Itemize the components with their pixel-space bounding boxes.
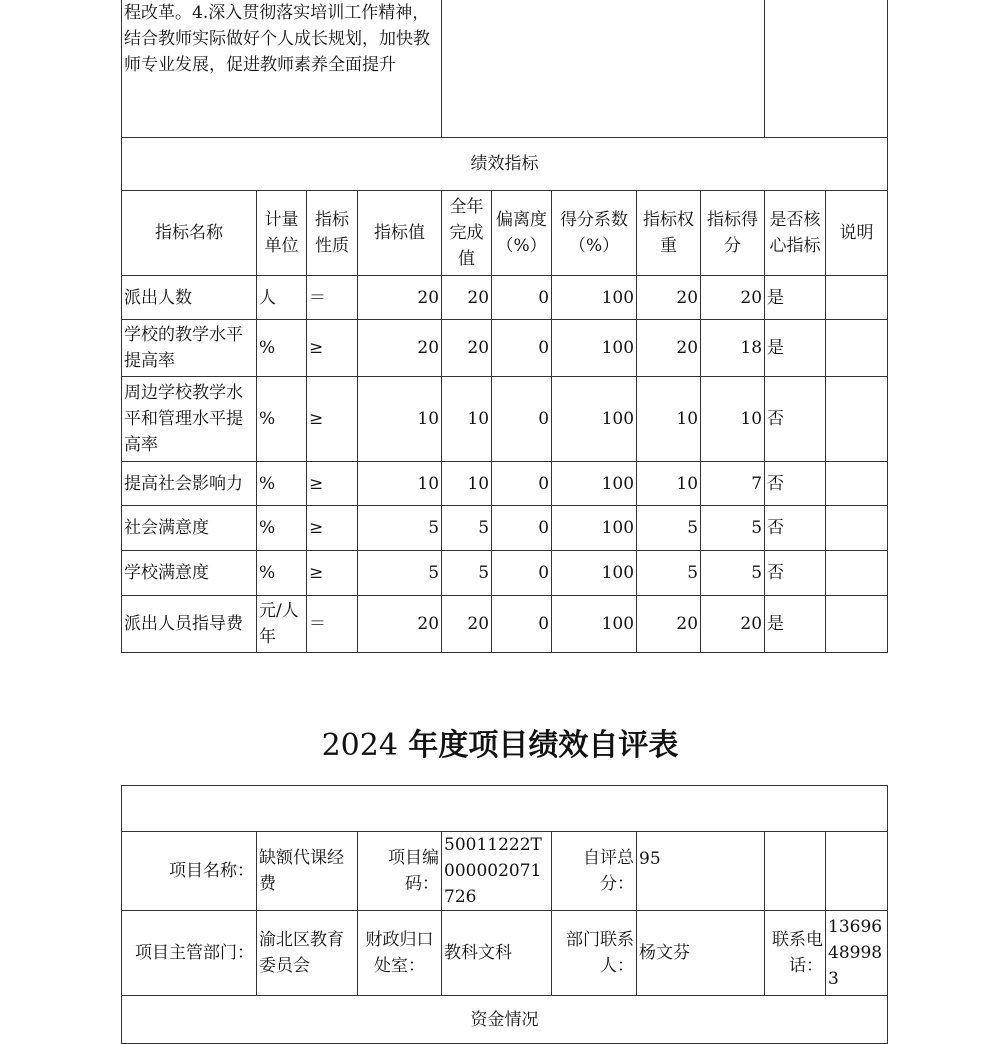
table-row (122, 377, 888, 462)
finance-value: 教科文科 (442, 911, 552, 996)
intro-text-cell (122, 0, 442, 138)
indicator-target: 5 (358, 506, 442, 551)
indicator-weight: 20 (637, 276, 701, 320)
header-cell: 指标值 (358, 191, 442, 276)
phone-label: 联系电话： (765, 911, 826, 996)
indicator-weight: 5 (637, 506, 701, 551)
indicator-nature: ＝ (307, 596, 358, 653)
indicator-unit: % (257, 462, 307, 506)
indicator-actual: 10 (442, 462, 492, 506)
performance-table (121, 0, 888, 653)
table-row (122, 320, 888, 377)
indicator-deviation: 0 (492, 462, 552, 506)
indicator-weight: 10 (637, 462, 701, 506)
indicator-note (826, 551, 888, 596)
header-cell: 指标名称 (122, 191, 257, 276)
table-row (122, 551, 888, 596)
dept-value: 渝北区教育委员会 (257, 911, 358, 996)
indicator-target: 20 (358, 596, 442, 653)
indicator-deviation: 0 (492, 377, 552, 462)
indicator-score: 5 (701, 551, 765, 596)
indicator-note (826, 320, 888, 377)
indicator-coef: 100 (552, 320, 637, 377)
header-row (122, 191, 888, 276)
indicator-weight: 10 (637, 377, 701, 462)
indicator-score: 10 (701, 377, 765, 462)
indicator-deviation: 0 (492, 320, 552, 377)
table-row (122, 596, 888, 653)
indicator-nature: ≥ (307, 377, 358, 462)
indicator-core: 否 (765, 551, 826, 596)
indicator-score: 7 (701, 462, 765, 506)
indicator-target: 10 (358, 462, 442, 506)
indicator-coef: 100 (552, 506, 637, 551)
indicator-score: 18 (701, 320, 765, 377)
indicator-coef: 100 (552, 596, 637, 653)
indicator-nature: ＝ (307, 276, 358, 320)
table-row (122, 462, 888, 506)
indicator-nature: ≥ (307, 506, 358, 551)
empty-cell (826, 832, 888, 911)
header-cell: 说明 (826, 191, 888, 276)
indicator-nature: ≥ (307, 320, 358, 377)
document-title-year: 2024 (321, 728, 398, 763)
indicator-coef: 100 (552, 462, 637, 506)
indicator-unit: % (257, 506, 307, 551)
project-code-value: 50011222T000002071726 (442, 832, 552, 911)
finance-label: 财政归口处室： (358, 911, 442, 996)
indicator-note (826, 596, 888, 653)
indicator-core: 是 (765, 276, 826, 320)
header-cell: 偏离度（%） (492, 191, 552, 276)
indicator-weight: 20 (637, 596, 701, 653)
indicator-score: 5 (701, 506, 765, 551)
indicator-unit: % (257, 320, 307, 377)
indicator-unit: 人 (257, 276, 307, 320)
indicator-actual: 20 (442, 596, 492, 653)
table-row (122, 506, 888, 551)
project-code-label: 项目编码： (358, 832, 442, 911)
indicator-actual: 5 (442, 551, 492, 596)
indicator-target: 5 (358, 551, 442, 596)
contact-value: 杨文芬 (637, 911, 765, 996)
phone-value: 13696489983 (826, 911, 888, 996)
indicator-core: 是 (765, 596, 826, 653)
dept-label: 项目主管部门： (122, 911, 257, 996)
indicator-core: 是 (765, 320, 826, 377)
indicator-note (826, 377, 888, 462)
document-title-text: 年度项目绩效自评表 (408, 728, 679, 763)
blank-row-cell (122, 786, 888, 832)
project-info-table (121, 785, 888, 1044)
indicator-target: 20 (358, 276, 442, 320)
indicator-deviation: 0 (492, 276, 552, 320)
indicator-actual: 5 (442, 506, 492, 551)
header-cell: 是否核心指标 (765, 191, 826, 276)
section-title: 绩效指标 (122, 138, 888, 191)
header-cell: 指标得分 (701, 191, 765, 276)
indicator-name: 派出人数 (122, 276, 257, 320)
intro-text: 程改革。4.深入贯彻落实培训工作精神，结合教师实际做好个人成长规划，加快教师专业发展，促进教师素养全面提升 (124, 3, 430, 75)
indicator-unit: % (257, 551, 307, 596)
indicator-deviation: 0 (492, 596, 552, 653)
indicator-name: 提高社会影响力 (122, 462, 257, 506)
indicator-note (826, 462, 888, 506)
header-cell: 指标性质 (307, 191, 358, 276)
indicator-coef: 100 (552, 377, 637, 462)
header-cell: 计量单位 (257, 191, 307, 276)
empty-cell (765, 0, 888, 138)
indicator-deviation: 0 (492, 551, 552, 596)
indicator-actual: 10 (442, 377, 492, 462)
indicator-core: 否 (765, 506, 826, 551)
indicator-target: 20 (358, 320, 442, 377)
indicator-coef: 100 (552, 276, 637, 320)
header-cell: 指标权重 (637, 191, 701, 276)
indicator-score: 20 (701, 276, 765, 320)
indicator-actual: 20 (442, 320, 492, 377)
funds-title: 资金情况 (122, 996, 888, 1044)
indicator-name: 社会满意度 (122, 506, 257, 551)
indicator-score: 20 (701, 596, 765, 653)
header-cell: 得分系数（%） (552, 191, 637, 276)
contact-label: 部门联系人： (552, 911, 637, 996)
indicator-note (826, 276, 888, 320)
indicator-unit: 元/人年 (257, 596, 307, 653)
empty-cell (765, 832, 826, 911)
indicator-core: 否 (765, 462, 826, 506)
header-cell: 全年完成值 (442, 191, 492, 276)
indicator-note (826, 506, 888, 551)
indicator-weight: 5 (637, 551, 701, 596)
indicator-name: 周边学校教学水平和管理水平提高率 (122, 377, 257, 462)
self-score-label: 自评总分： (552, 832, 637, 911)
empty-cell (442, 0, 765, 138)
indicator-name: 学校满意度 (122, 551, 257, 596)
indicator-actual: 20 (442, 276, 492, 320)
indicator-name: 派出人员指导费 (122, 596, 257, 653)
indicator-deviation: 0 (492, 506, 552, 551)
indicator-weight: 20 (637, 320, 701, 377)
indicator-target: 10 (358, 377, 442, 462)
project-name-value: 缺额代课经费 (257, 832, 358, 911)
project-name-label: 项目名称： (122, 832, 257, 911)
indicator-unit: % (257, 377, 307, 462)
indicator-name: 学校的教学水平提高率 (122, 320, 257, 377)
table-row (122, 276, 888, 320)
indicator-nature: ≥ (307, 551, 358, 596)
indicator-nature: ≥ (307, 462, 358, 506)
indicator-core: 否 (765, 377, 826, 462)
self-score-value: 95 (637, 832, 765, 911)
document-title (0, 726, 1000, 766)
indicator-coef: 100 (552, 551, 637, 596)
